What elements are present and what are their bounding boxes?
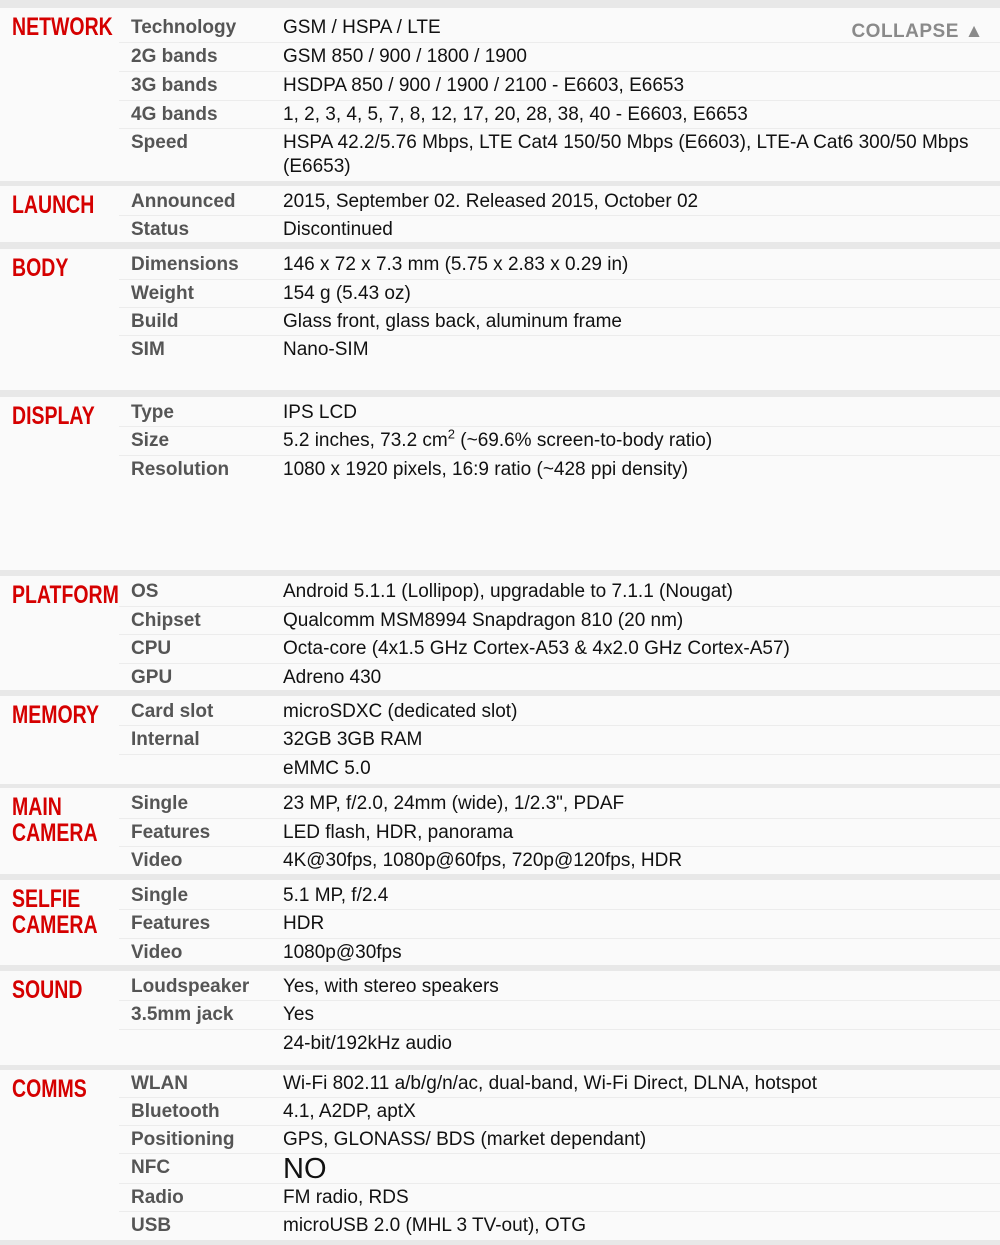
spec-value: GSM / HSPA / LTE bbox=[283, 17, 441, 38]
spec-row-weight bbox=[119, 280, 1000, 308]
spec-value: FM radio, RDS bbox=[283, 1187, 409, 1208]
section-title: COMMS bbox=[12, 1075, 87, 1103]
spec-row-build bbox=[119, 308, 1000, 336]
section-title: MEMORY bbox=[12, 701, 100, 729]
spec-row-dimensions bbox=[119, 251, 1000, 280]
spec-label: Card slot bbox=[131, 701, 214, 722]
spec-value: eMMC 5.0 bbox=[283, 758, 371, 779]
spec-label: Internal bbox=[131, 729, 200, 750]
spec-label: Technology bbox=[131, 17, 237, 38]
section-comms bbox=[0, 1070, 1000, 1240]
spec-row-positioning bbox=[119, 1126, 1000, 1154]
spec-value: Yes, with stereo speakers bbox=[283, 976, 499, 997]
spec-label: Features bbox=[131, 913, 211, 934]
spec-label: Single bbox=[131, 885, 189, 906]
spec-label: Chipset bbox=[131, 610, 201, 631]
spec-row-gpu bbox=[119, 664, 1000, 690]
spec-row-status bbox=[119, 216, 1000, 242]
spec-label: Single bbox=[131, 793, 189, 814]
spec-row-chipset bbox=[119, 607, 1000, 635]
spec-value: NO bbox=[283, 1153, 327, 1185]
spec-label: OS bbox=[131, 581, 159, 602]
spec-row-wlan bbox=[119, 1070, 1000, 1098]
spec-label: Size bbox=[131, 430, 170, 451]
spec-label: USB bbox=[131, 1215, 172, 1236]
spec-value: 4.1, A2DP, aptX bbox=[283, 1101, 416, 1122]
spec-value: 32GB 3GB RAM bbox=[283, 729, 423, 750]
spec-row-2g-bands bbox=[119, 43, 1000, 72]
spec-row-internal-extra bbox=[119, 755, 1000, 784]
spec-label: Dimensions bbox=[131, 254, 239, 275]
spec-label: Video bbox=[131, 942, 183, 963]
spec-label: Build bbox=[131, 311, 179, 332]
spec-row-bluetooth bbox=[119, 1098, 1000, 1126]
section-main-camera bbox=[0, 788, 1000, 874]
section-display bbox=[0, 397, 1000, 570]
section-title: DISPLAY bbox=[12, 402, 95, 430]
spec-row-jack-extra bbox=[119, 1030, 1000, 1065]
spec-row-announced bbox=[119, 188, 1000, 216]
spec-label: 3G bands bbox=[131, 75, 218, 96]
section-network bbox=[0, 8, 1000, 181]
spec-row-speed bbox=[119, 129, 1000, 181]
spec-value: 24-bit/192kHz audio bbox=[283, 1033, 452, 1054]
section-sound bbox=[0, 971, 1000, 1065]
spec-value: 1080p@30fps bbox=[283, 942, 402, 963]
spec-value: GSM 850 / 900 / 1800 / 1900 bbox=[283, 46, 528, 67]
section-title: NETWORK bbox=[12, 13, 113, 41]
spec-value bbox=[283, 427, 982, 453]
spec-label: GPU bbox=[131, 667, 173, 688]
spec-label: Video bbox=[131, 850, 183, 871]
spec-label: Speed bbox=[131, 132, 189, 153]
spec-row-size bbox=[119, 427, 1000, 456]
size-value-main: 5.2 inches, 73.2 cm bbox=[283, 430, 448, 451]
section-selfie-camera bbox=[0, 880, 1000, 965]
spec-row-type bbox=[119, 399, 1000, 427]
spec-value: HDR bbox=[283, 913, 325, 934]
spec-label: Features bbox=[131, 822, 211, 843]
section-title: SELFIE CAMERA bbox=[12, 885, 98, 939]
spec-label: CPU bbox=[131, 638, 172, 659]
spec-row-nfc bbox=[119, 1154, 1000, 1184]
section-title: SOUND bbox=[12, 976, 83, 1004]
spec-value: IPS LCD bbox=[283, 402, 357, 423]
spec-label: Status bbox=[131, 219, 190, 240]
spec-value: HSPA 42.2/5.76 Mbps, LTE Cat4 150/50 Mbps (E6603), LTE-A Cat6 300/50 Mbps (E6653) bbox=[283, 132, 969, 177]
spec-row-single bbox=[119, 882, 1000, 910]
spec-value: 23 MP, f/2.0, 24mm (wide), 1/2.3", PDAF bbox=[283, 793, 625, 814]
spec-value: microUSB 2.0 (MHL 3 TV-out), OTG bbox=[283, 1215, 587, 1236]
spec-value: 154 g (5.43 oz) bbox=[283, 283, 411, 304]
spec-value: Nano-SIM bbox=[283, 339, 369, 360]
section-title: PLATFORM bbox=[12, 581, 119, 609]
spec-value: 2015, September 02. Released 2015, October 02 bbox=[283, 191, 699, 212]
spec-value: Adreno 430 bbox=[283, 667, 382, 688]
section-title: LAUNCH bbox=[12, 191, 95, 219]
spec-value: 5.1 MP, f/2.4 bbox=[283, 885, 389, 906]
spec-row-loudspeaker bbox=[119, 973, 1000, 1001]
spec-value: Octa-core (4x1.5 GHz Cortex-A53 & 4x2.0 GHz Cortex-A57) bbox=[283, 638, 790, 659]
size-value-ratio: (~69.6% screen-to-body ratio) bbox=[455, 430, 713, 451]
section-body bbox=[0, 249, 1000, 390]
spec-value: Android 5.1.1 (Lollipop), upgradable to 7.1.1 (Nougat) bbox=[283, 581, 733, 602]
spec-value: Yes bbox=[283, 1004, 314, 1025]
spec-row-video bbox=[119, 939, 1000, 965]
spec-row-usb bbox=[119, 1212, 1000, 1240]
spec-row-cpu bbox=[119, 635, 1000, 664]
spec-row-os bbox=[119, 578, 1000, 607]
spec-label: Bluetooth bbox=[131, 1101, 220, 1122]
section-title: BODY bbox=[12, 254, 69, 282]
spec-row-single bbox=[119, 790, 1000, 819]
spec-label: NFC bbox=[131, 1157, 171, 1178]
section-platform bbox=[0, 576, 1000, 690]
spec-label: 3.5mm jack bbox=[131, 1004, 234, 1025]
spec-row-4g-bands bbox=[119, 101, 1000, 129]
collapse-button[interactable]: COLLAPSE ▲ bbox=[851, 21, 984, 42]
spec-label: 4G bands bbox=[131, 104, 218, 125]
spec-row-sim bbox=[119, 336, 1000, 390]
spec-label: WLAN bbox=[131, 1073, 188, 1094]
spec-value: 1, 2, 3, 4, 5, 7, 8, 12, 17, 20, 28, 38, 40 - E6603, E6653 bbox=[283, 104, 748, 125]
spec-value: Wi-Fi 802.11 a/b/g/n/ac, dual-band, Wi-Fi Direct, DLNA, hotspot bbox=[283, 1073, 817, 1094]
spec-value: HSDPA 850 / 900 / 1900 / 2100 - E6603, E6653 bbox=[283, 75, 685, 96]
spec-row-card-slot bbox=[119, 698, 1000, 726]
spec-value: LED flash, HDR, panorama bbox=[283, 822, 514, 843]
spec-value: 1080 x 1920 pixels, 16:9 ratio (~428 ppi density) bbox=[283, 459, 689, 480]
section-memory bbox=[0, 696, 1000, 784]
spec-row-video bbox=[119, 847, 1000, 874]
section-launch bbox=[0, 186, 1000, 242]
spec-value: microSDXC (dedicated slot) bbox=[283, 701, 518, 722]
spec-label: Positioning bbox=[131, 1129, 235, 1150]
spec-label: 2G bands bbox=[131, 46, 218, 67]
spec-value: GPS, GLONASS/ BDS (market dependant) bbox=[283, 1129, 647, 1150]
spec-value: Glass front, glass back, aluminum frame bbox=[283, 311, 622, 332]
spec-row-features bbox=[119, 819, 1000, 847]
spec-label: Weight bbox=[131, 283, 194, 304]
spec-row-features bbox=[119, 910, 1000, 939]
spec-label: Radio bbox=[131, 1187, 184, 1208]
spec-label: Loudspeaker bbox=[131, 976, 250, 997]
spec-row-jack bbox=[119, 1001, 1000, 1030]
spec-row-3g-bands bbox=[119, 72, 1000, 101]
spec-row-radio bbox=[119, 1184, 1000, 1212]
spec-value: 146 x 72 x 7.3 mm (5.75 x 2.83 x 0.29 in) bbox=[283, 254, 629, 275]
spec-row-internal bbox=[119, 726, 1000, 755]
size-value-superscript: 2 bbox=[447, 426, 455, 442]
spec-value: 4K@30fps, 1080p@60fps, 720p@120fps, HDR bbox=[283, 850, 683, 871]
spec-row-resolution bbox=[119, 456, 1000, 570]
spec-label: SIM bbox=[131, 339, 165, 360]
spec-label: Resolution bbox=[131, 459, 230, 480]
spec-value: Discontinued bbox=[283, 219, 393, 240]
spec-value: Qualcomm MSM8994 Snapdragon 810 (20 nm) bbox=[283, 610, 684, 631]
section-title: MAIN CAMERA bbox=[12, 793, 98, 847]
spec-label: Type bbox=[131, 402, 174, 423]
spec-label: Announced bbox=[131, 191, 236, 212]
